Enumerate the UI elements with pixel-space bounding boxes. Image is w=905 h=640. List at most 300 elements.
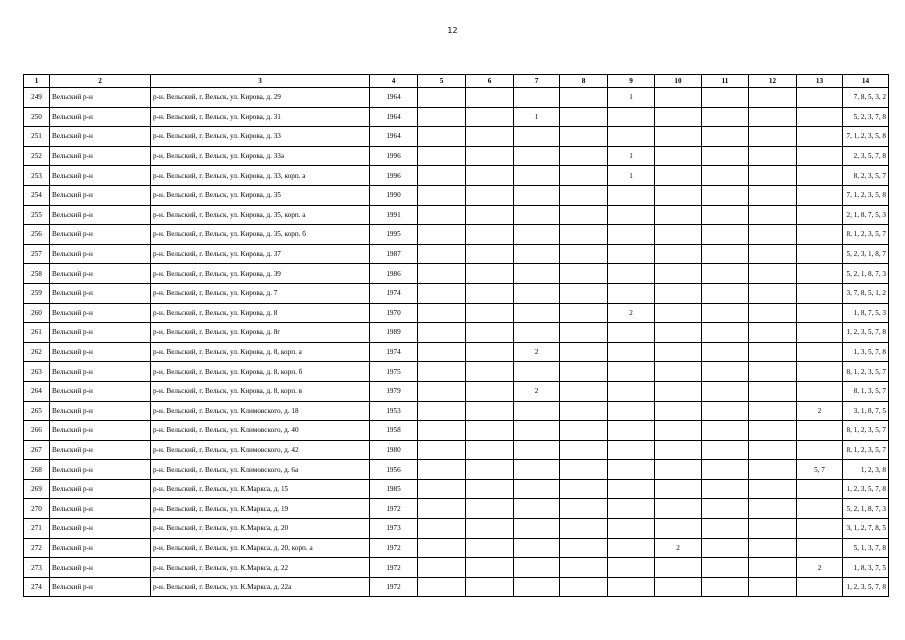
col9-cell xyxy=(608,283,655,303)
col6-cell xyxy=(466,460,514,480)
table-row xyxy=(24,362,889,382)
col5-cell xyxy=(418,519,466,539)
codes-cell: 1, 8, 3, 7, 5 xyxy=(843,558,889,578)
col12-cell xyxy=(749,538,797,558)
district-cell: Вельский р-н xyxy=(50,244,151,264)
address-cell: р-н. Вельский, г. Вельск, ул. К.Маркса, д. 20 xyxy=(151,519,370,539)
district-cell: Вельский р-н xyxy=(50,421,151,441)
row-number-cell: 250 xyxy=(24,107,50,127)
district-cell: Вельский р-н xyxy=(50,342,151,362)
column-header: 6 xyxy=(466,75,514,88)
col13-cell xyxy=(797,205,843,225)
col9-cell: 1 xyxy=(608,88,655,108)
codes-cell: 1, 2, 3, 8 xyxy=(843,460,889,480)
col12-cell xyxy=(749,264,797,284)
row-number-cell: 272 xyxy=(24,538,50,558)
col6-cell xyxy=(466,303,514,323)
district-cell: Вельский р-н xyxy=(50,558,151,578)
col6-cell xyxy=(466,342,514,362)
codes-cell: 5, 2, 3, 7, 8 xyxy=(843,107,889,127)
col13-cell xyxy=(797,107,843,127)
year-cell: 1991 xyxy=(370,205,418,225)
col8-cell xyxy=(560,460,608,480)
district-cell: Вельский р-н xyxy=(50,577,151,597)
col7-cell xyxy=(514,146,560,166)
col6-cell xyxy=(466,146,514,166)
col9-cell xyxy=(608,323,655,343)
col11-cell xyxy=(702,460,749,480)
col6-cell xyxy=(466,440,514,460)
row-number-cell: 271 xyxy=(24,519,50,539)
address-cell: р-н. Вельский, г. Вельск, ул. К.Маркса, д. 19 xyxy=(151,499,370,519)
col7-cell: 2 xyxy=(514,381,560,401)
col8-cell xyxy=(560,185,608,205)
year-cell: 1990 xyxy=(370,185,418,205)
col11-cell xyxy=(702,558,749,578)
year-cell: 1985 xyxy=(370,479,418,499)
col10-cell xyxy=(655,577,702,597)
col11-cell xyxy=(702,421,749,441)
col13-cell xyxy=(797,577,843,597)
col10-cell xyxy=(655,519,702,539)
table-row xyxy=(24,244,889,264)
codes-cell: 7, 8, 5, 3, 2 xyxy=(843,88,889,108)
district-cell: Вельский р-н xyxy=(50,460,151,480)
col13-cell: 2 xyxy=(797,558,843,578)
col13-cell xyxy=(797,362,843,382)
address-cell: р-н. Вельский, г. Вельск, ул. Климовского, д. 40 xyxy=(151,421,370,441)
year-cell: 1996 xyxy=(370,146,418,166)
column-header: 4 xyxy=(370,75,418,88)
year-cell: 1974 xyxy=(370,342,418,362)
col6-cell xyxy=(466,88,514,108)
district-cell: Вельский р-н xyxy=(50,185,151,205)
address-cell: р-н. Вельский, г. Вельск, ул. Кирова, д. 33 xyxy=(151,127,370,147)
district-cell: Вельский р-н xyxy=(50,127,151,147)
table-row xyxy=(24,225,889,245)
table-row xyxy=(24,205,889,225)
col12-cell xyxy=(749,440,797,460)
row-number-cell: 268 xyxy=(24,460,50,480)
col6-cell xyxy=(466,421,514,441)
col12-cell xyxy=(749,303,797,323)
col7-cell: 2 xyxy=(514,342,560,362)
col10-cell xyxy=(655,440,702,460)
col13-cell xyxy=(797,421,843,441)
col8-cell xyxy=(560,205,608,225)
col5-cell xyxy=(418,205,466,225)
col13-cell xyxy=(797,244,843,264)
col13-cell xyxy=(797,185,843,205)
year-cell: 1980 xyxy=(370,440,418,460)
codes-cell: 8, 1, 2, 3, 5, 7 xyxy=(843,362,889,382)
address-cell: р-н. Вельский, г. Вельск, ул. К.Маркса, д. 22а xyxy=(151,577,370,597)
table-row xyxy=(24,577,889,597)
col5-cell xyxy=(418,479,466,499)
col5-cell xyxy=(418,107,466,127)
table-row xyxy=(24,107,889,127)
col8-cell xyxy=(560,421,608,441)
col12-cell xyxy=(749,205,797,225)
col10-cell xyxy=(655,342,702,362)
row-number-cell: 253 xyxy=(24,166,50,186)
address-cell: р-н. Вельский, г. Вельск, ул. Кирова, д. 39 xyxy=(151,264,370,284)
col13-cell: 2 xyxy=(797,401,843,421)
district-cell: Вельский р-н xyxy=(50,440,151,460)
district-cell: Вельский р-н xyxy=(50,401,151,421)
table-row xyxy=(24,264,889,284)
col7-cell xyxy=(514,538,560,558)
year-cell: 1974 xyxy=(370,283,418,303)
codes-cell: 1, 2, 3, 5, 7, 8 xyxy=(843,479,889,499)
table-row xyxy=(24,283,889,303)
table-row xyxy=(24,460,889,480)
col7-cell xyxy=(514,127,560,147)
col11-cell xyxy=(702,127,749,147)
row-number-cell: 259 xyxy=(24,283,50,303)
col9-cell xyxy=(608,381,655,401)
col5-cell xyxy=(418,421,466,441)
row-number-cell: 255 xyxy=(24,205,50,225)
col5-cell xyxy=(418,381,466,401)
col9-cell xyxy=(608,205,655,225)
col7-cell xyxy=(514,283,560,303)
col7-cell xyxy=(514,323,560,343)
column-header: 13 xyxy=(797,75,843,88)
col12-cell xyxy=(749,479,797,499)
address-cell: р-н. Вельский, г. Вельск, ул. Климовского, д. 6а xyxy=(151,460,370,480)
row-number-cell: 251 xyxy=(24,127,50,147)
address-cell: р-н. Вельский, г. Вельск, ул. Кирова, д. 8, корп. б xyxy=(151,362,370,382)
col11-cell xyxy=(702,538,749,558)
col10-cell xyxy=(655,107,702,127)
row-number-cell: 267 xyxy=(24,440,50,460)
table-row xyxy=(24,323,889,343)
col9-cell xyxy=(608,362,655,382)
col7-cell xyxy=(514,225,560,245)
col10-cell xyxy=(655,558,702,578)
col11-cell xyxy=(702,401,749,421)
col7-cell xyxy=(514,185,560,205)
address-cell: р-н. Вельский, г. Вельск, ул. Климовского, д. 42 xyxy=(151,440,370,460)
col6-cell xyxy=(466,264,514,284)
address-cell: р-н. Вельский, г. Вельск, ул. Кирова, д. 8 xyxy=(151,303,370,323)
col8-cell xyxy=(560,342,608,362)
district-cell: Вельский р-н xyxy=(50,323,151,343)
col6-cell xyxy=(466,225,514,245)
col10-cell xyxy=(655,460,702,480)
col5-cell xyxy=(418,146,466,166)
col11-cell xyxy=(702,577,749,597)
year-cell: 1972 xyxy=(370,577,418,597)
col11-cell xyxy=(702,166,749,186)
col13-cell xyxy=(797,88,843,108)
col9-cell xyxy=(608,440,655,460)
col11-cell xyxy=(702,146,749,166)
row-number-cell: 249 xyxy=(24,88,50,108)
year-cell: 1996 xyxy=(370,166,418,186)
column-header: 7 xyxy=(514,75,560,88)
col13-cell xyxy=(797,538,843,558)
column-header: 10 xyxy=(655,75,702,88)
address-cell: р-н. Вельский, г. Вельск, ул. Кирова, д. 37 xyxy=(151,244,370,264)
col9-cell xyxy=(608,519,655,539)
col5-cell xyxy=(418,264,466,284)
col9-cell xyxy=(608,460,655,480)
codes-cell: 8, 2, 3, 5, 7 xyxy=(843,166,889,186)
col5-cell xyxy=(418,538,466,558)
col6-cell xyxy=(466,558,514,578)
col11-cell xyxy=(702,107,749,127)
col8-cell xyxy=(560,479,608,499)
col12-cell xyxy=(749,342,797,362)
col9-cell xyxy=(608,421,655,441)
table-row xyxy=(24,146,889,166)
district-cell: Вельский р-н xyxy=(50,362,151,382)
col8-cell xyxy=(560,401,608,421)
col5-cell xyxy=(418,283,466,303)
year-cell: 1972 xyxy=(370,499,418,519)
col8-cell xyxy=(560,107,608,127)
codes-cell: 8, 1, 3, 5, 7 xyxy=(843,381,889,401)
row-number-cell: 264 xyxy=(24,381,50,401)
year-cell: 1972 xyxy=(370,538,418,558)
col12-cell xyxy=(749,127,797,147)
col13-cell xyxy=(797,127,843,147)
col8-cell xyxy=(560,303,608,323)
col9-cell: 2 xyxy=(608,303,655,323)
address-cell: р-н. Вельский, г. Вельск, ул. Кирова, д. 8, корп. в xyxy=(151,381,370,401)
col10-cell xyxy=(655,88,702,108)
district-cell: Вельский р-н xyxy=(50,499,151,519)
col10-cell xyxy=(655,499,702,519)
col5-cell xyxy=(418,225,466,245)
col6-cell xyxy=(466,401,514,421)
address-cell: р-н. Вельский, г. Вельск, ул. Кирова, д. 33а xyxy=(151,146,370,166)
col5-cell xyxy=(418,127,466,147)
codes-cell: 1, 2, 3, 5, 7, 8 xyxy=(843,577,889,597)
header-row xyxy=(24,75,889,88)
address-cell: р-н. Вельский, г. Вельск, ул. Кирова, д. 33, корп. а xyxy=(151,166,370,186)
col11-cell xyxy=(702,440,749,460)
col8-cell xyxy=(560,558,608,578)
table-row xyxy=(24,381,889,401)
col9-cell xyxy=(608,244,655,264)
district-cell: Вельский р-н xyxy=(50,519,151,539)
col8-cell xyxy=(560,538,608,558)
col6-cell xyxy=(466,519,514,539)
col12-cell xyxy=(749,577,797,597)
col5-cell xyxy=(418,244,466,264)
col5-cell xyxy=(418,440,466,460)
year-cell: 1958 xyxy=(370,421,418,441)
codes-cell: 2, 3, 5, 7, 8 xyxy=(843,146,889,166)
col10-cell xyxy=(655,205,702,225)
col12-cell xyxy=(749,499,797,519)
row-number-cell: 270 xyxy=(24,499,50,519)
district-cell: Вельский р-н xyxy=(50,225,151,245)
col9-cell xyxy=(608,479,655,499)
col11-cell xyxy=(702,283,749,303)
table-row xyxy=(24,499,889,519)
col12-cell xyxy=(749,401,797,421)
col7-cell xyxy=(514,577,560,597)
col11-cell xyxy=(702,244,749,264)
address-cell: р-н. Вельский, г. Вельск, ул. Кирова, д. 35, корп. а xyxy=(151,205,370,225)
row-number-cell: 258 xyxy=(24,264,50,284)
address-cell: р-н. Вельский, г. Вельск, ул. Кирова, д. 8г xyxy=(151,323,370,343)
col11-cell xyxy=(702,88,749,108)
col10-cell xyxy=(655,479,702,499)
col8-cell xyxy=(560,88,608,108)
col5-cell xyxy=(418,558,466,578)
col13-cell xyxy=(797,303,843,323)
col6-cell xyxy=(466,166,514,186)
col5-cell xyxy=(418,499,466,519)
col5-cell xyxy=(418,362,466,382)
col12-cell xyxy=(749,146,797,166)
table-row xyxy=(24,166,889,186)
row-number-cell: 254 xyxy=(24,185,50,205)
year-cell: 1970 xyxy=(370,303,418,323)
table-row xyxy=(24,303,889,323)
district-cell: Вельский р-н xyxy=(50,88,151,108)
codes-cell: 1, 3, 5, 7, 8 xyxy=(843,342,889,362)
col10-cell xyxy=(655,185,702,205)
col6-cell xyxy=(466,244,514,264)
col10-cell xyxy=(655,303,702,323)
year-cell: 1953 xyxy=(370,401,418,421)
address-cell: р-н. Вельский, г. Вельск, ул. Кирова, д. 29 xyxy=(151,88,370,108)
col12-cell xyxy=(749,558,797,578)
codes-cell: 3, 7, 8, 5, 1, 2 xyxy=(843,283,889,303)
col7-cell xyxy=(514,440,560,460)
col10-cell xyxy=(655,421,702,441)
address-cell: р-н. Вельский, г. Вельск, ул. Кирова, д. 31 xyxy=(151,107,370,127)
codes-cell: 8, 1, 2, 3, 5, 7 xyxy=(843,225,889,245)
year-cell: 1973 xyxy=(370,519,418,539)
district-cell: Вельский р-н xyxy=(50,479,151,499)
district-cell: Вельский р-н xyxy=(50,538,151,558)
col6-cell xyxy=(466,107,514,127)
col11-cell xyxy=(702,205,749,225)
district-cell: Вельский р-н xyxy=(50,283,151,303)
col11-cell xyxy=(702,225,749,245)
col9-cell xyxy=(608,264,655,284)
codes-cell: 7, 1, 2, 3, 5, 8 xyxy=(843,185,889,205)
col8-cell xyxy=(560,264,608,284)
table-row xyxy=(24,440,889,460)
col11-cell xyxy=(702,185,749,205)
col11-cell xyxy=(702,362,749,382)
col5-cell xyxy=(418,303,466,323)
col6-cell xyxy=(466,538,514,558)
col12-cell xyxy=(749,323,797,343)
col7-cell xyxy=(514,362,560,382)
col5-cell xyxy=(418,460,466,480)
col7-cell xyxy=(514,558,560,578)
col5-cell xyxy=(418,185,466,205)
register-table xyxy=(23,74,889,597)
col8-cell xyxy=(560,519,608,539)
codes-cell: 5, 1, 3, 7, 8 xyxy=(843,538,889,558)
col6-cell xyxy=(466,127,514,147)
address-cell: р-н. Вельский, г. Вельск, ул. К.Маркса, д. 20, корп. а xyxy=(151,538,370,558)
table-row xyxy=(24,479,889,499)
col10-cell xyxy=(655,166,702,186)
col6-cell xyxy=(466,381,514,401)
column-header: 3 xyxy=(151,75,370,88)
district-cell: Вельский р-н xyxy=(50,205,151,225)
col6-cell xyxy=(466,577,514,597)
col13-cell xyxy=(797,283,843,303)
col8-cell xyxy=(560,499,608,519)
col9-cell xyxy=(608,107,655,127)
year-cell: 1964 xyxy=(370,127,418,147)
col12-cell xyxy=(749,283,797,303)
col9-cell xyxy=(608,538,655,558)
row-number-cell: 262 xyxy=(24,342,50,362)
col13-cell xyxy=(797,146,843,166)
col12-cell xyxy=(749,421,797,441)
col5-cell xyxy=(418,577,466,597)
col10-cell xyxy=(655,146,702,166)
col10-cell xyxy=(655,323,702,343)
col8-cell xyxy=(560,283,608,303)
col9-cell xyxy=(608,499,655,519)
col7-cell xyxy=(514,303,560,323)
col9-cell xyxy=(608,342,655,362)
year-cell: 1987 xyxy=(370,244,418,264)
district-cell: Вельский р-н xyxy=(50,146,151,166)
col10-cell xyxy=(655,264,702,284)
col13-cell xyxy=(797,342,843,362)
col9-cell xyxy=(608,225,655,245)
col11-cell xyxy=(702,303,749,323)
col7-cell xyxy=(514,519,560,539)
table-row xyxy=(24,421,889,441)
table-row xyxy=(24,342,889,362)
col8-cell xyxy=(560,225,608,245)
address-cell: р-н. Вельский, г. Вельск, ул. К.Маркса, д. 22 xyxy=(151,558,370,578)
page-number: 12 xyxy=(447,26,458,35)
year-cell: 1964 xyxy=(370,107,418,127)
column-header: 2 xyxy=(50,75,151,88)
codes-cell: 3, 1, 8, 7, 5 xyxy=(843,401,889,421)
district-cell: Вельский р-н xyxy=(50,107,151,127)
col6-cell xyxy=(466,185,514,205)
table-row xyxy=(24,88,889,108)
col10-cell xyxy=(655,381,702,401)
col6-cell xyxy=(466,283,514,303)
district-cell: Вельский р-н xyxy=(50,264,151,284)
col8-cell xyxy=(560,244,608,264)
address-cell: р-н. Вельский, г. Вельск, ул. Кирова, д. 35, корп. б xyxy=(151,225,370,245)
col9-cell xyxy=(608,185,655,205)
col8-cell xyxy=(560,362,608,382)
col6-cell xyxy=(466,205,514,225)
col13-cell xyxy=(797,381,843,401)
col8-cell xyxy=(560,146,608,166)
year-cell: 1979 xyxy=(370,381,418,401)
address-cell: р-н. Вельский, г. Вельск, ул. Кирова, д. 8, корп. а xyxy=(151,342,370,362)
col8-cell xyxy=(560,381,608,401)
col13-cell xyxy=(797,225,843,245)
col12-cell xyxy=(749,244,797,264)
column-header: 8 xyxy=(560,75,608,88)
codes-cell: 5, 2, 1, 8, 7, 3 xyxy=(843,264,889,284)
col13-cell xyxy=(797,499,843,519)
